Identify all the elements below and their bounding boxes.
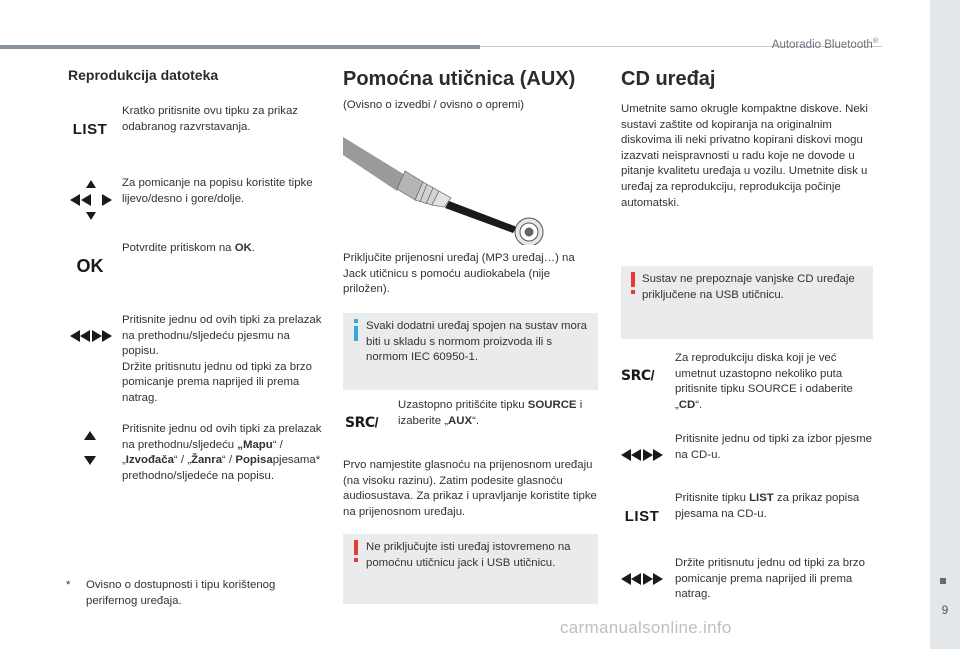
jack-cable-illustration xyxy=(343,125,548,245)
ok-button-icon: OK xyxy=(76,255,104,276)
section-title-cd: CD uređaj xyxy=(621,68,716,90)
cd-list-text: Pritisnite tipku LIST za prikaz popisa pjesama na CD-u. xyxy=(675,492,860,520)
cd-fast-forward-icon xyxy=(621,572,663,586)
header-bar xyxy=(0,45,480,49)
page-header: Autoradio Bluetooth® xyxy=(771,38,878,51)
aux-subtitle: (Ovisno o izvedbi / ovisno o opremi) xyxy=(343,99,525,111)
section-title-aux: Pomoćna utičnica (AUX) xyxy=(343,68,576,90)
section-title-playback: Reprodukcija datoteka xyxy=(68,67,219,83)
side-marker xyxy=(940,578,946,584)
arrows-4way-icon xyxy=(68,179,114,221)
list-button-icon: LIST xyxy=(72,120,108,138)
footnote-mark: * xyxy=(66,579,71,591)
footnote: Ovisno o dostupnosti i tipu korištenog perifernog uređaja. xyxy=(86,579,276,607)
aux-connect-text: Priključite prijenosni uređaj (MP3 uređaj…) na Jack utičnicu s pomoću audiokabela (nije priložen). xyxy=(343,252,575,296)
warning-icon xyxy=(352,540,360,562)
cd-seek-icon xyxy=(621,448,663,462)
watermark: carmanualsonline.info xyxy=(560,618,732,637)
aux-volume-text: Prvo namjestite glasnoću na prijenosnom uređaju (na visoku razinu). Zatim podesite glasnoću audiosustava. Za prikaz i upravljanje koristite tipke na prijenosnom uređaju. xyxy=(343,459,597,518)
up-down-icon xyxy=(83,430,97,466)
seek-left-right-icon xyxy=(70,329,112,343)
ok-description: Potvrdite pritiskom na OK. xyxy=(122,242,255,254)
seek-description: Pritisnite jednu od ovih tipki za prelazak na prethodnu/sljedeću pjesmu na popisu. Držite pritisnutu jednu od tipki za brzo pomicanje prema naprijed ili prema natrag. xyxy=(122,314,322,404)
list-description: Kratko pritisnite ovu tipku za prikaz odabranog razvrstavanja. xyxy=(122,105,298,133)
side-tab xyxy=(930,0,960,649)
arrows-description: Za pomicanje na popisu koristite tipke lijevo/desno i gore/dolje. xyxy=(122,177,313,205)
src-aux-text: Uzastopno pritišćite tipku SOURCE i izaberite „AUX“. xyxy=(398,399,583,427)
cd-warning-text: Sustav ne prepoznaje vanjske CD uređaje priključene na USB utičnicu. xyxy=(642,273,855,301)
cd-fast-forward-text: Držite pritisnutu jednu od tipki za brzo pomicanje prema naprijed ili prema natrag. xyxy=(675,557,865,601)
cd-list-button-icon: LIST xyxy=(624,507,660,525)
cd-seek-text: Pritisnite jednu od tipki za izbor pjesme na CD-u. xyxy=(675,433,872,461)
folder-nav-description: Pritisnite jednu od ovih tipki za prelazak na prethodnu/sljedeću „Mapu“ / „Izvođača“ / „Žanra“ / Popisapjesama* prethodno/sljedeće na popisu. xyxy=(122,423,322,482)
cd-src-text: Za reprodukciju diska koji je već umetnut uzastopno nekoliko puta pritisnite tipku SOURCE i odaberite „CD“. xyxy=(675,352,853,411)
cd-intro-text: Umetnite samo okrugle kompaktne diskove. Neki sustavi zaštite od kopiranja na originalnim diskovima ili neki privatno kopirani diskovi mogu izazvati neispravnosti u radu koje ne dovode u pitanje kvalitetu uređaja u vozilu. Umetnite disk u uređaj za reprodukciju, reprodukcija počinje automatski. xyxy=(621,103,868,209)
warning-text: Ne priključujte isti uređaj istovremeno na pomoćnu utičnicu jack i USB utičnicu. xyxy=(366,541,571,569)
cd-src-button-icon: SRC/ xyxy=(621,367,655,384)
page-number: 9 xyxy=(941,603,949,617)
info-text: Svaki dodatni uređaj spojen na sustav mora biti u skladu s normom proizvoda ili s normom IEC 60950-1. xyxy=(366,320,587,364)
src-button-icon: SRC/ xyxy=(345,414,379,431)
info-icon xyxy=(352,319,360,341)
cd-warning-icon xyxy=(629,272,637,294)
